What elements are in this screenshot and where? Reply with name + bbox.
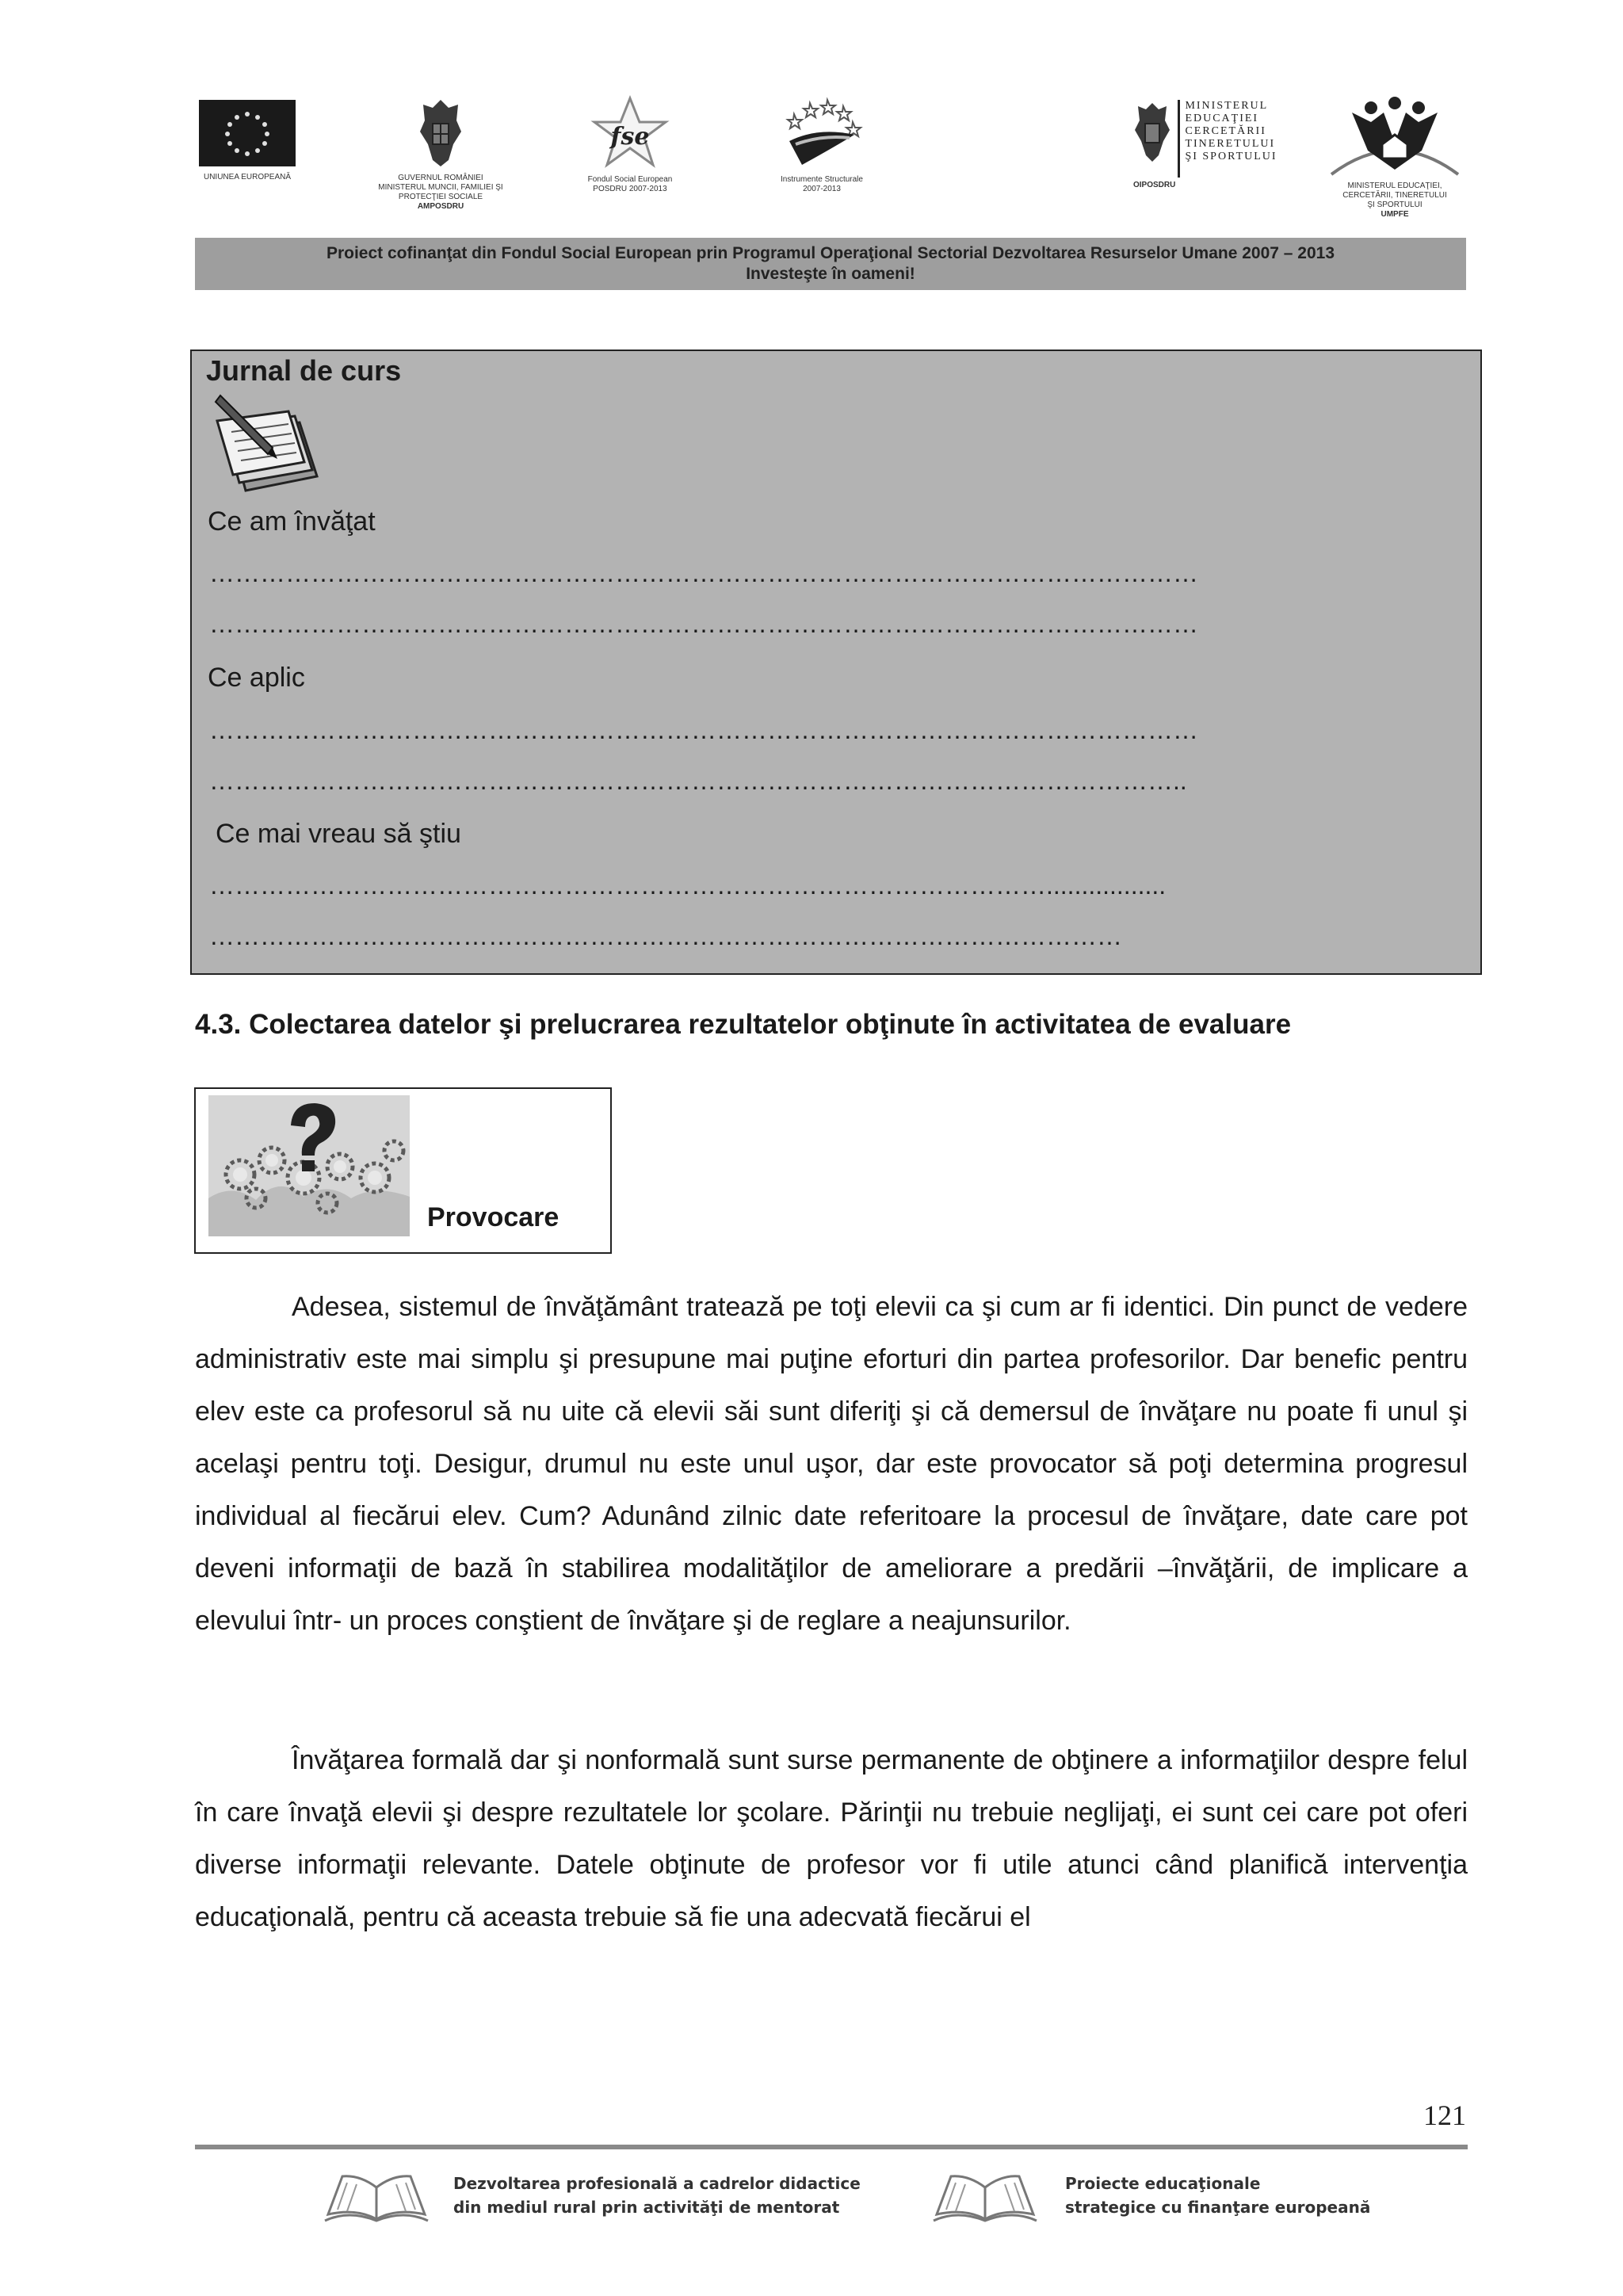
footer-left-line-1: Dezvoltarea profesională a cadrelor didactice [453, 2174, 861, 2193]
umpfe-caption-3: ŞI SPORTULUI [1367, 201, 1423, 209]
journal-question-want-to-know: Ce mai vreau să ştiu [216, 819, 461, 849]
journal-question-apply: Ce aplic [208, 663, 305, 693]
umpfe-caption-4: UMPFE [1381, 210, 1409, 219]
eu-caption: UNIUNEA EUROPEANĂ [203, 173, 292, 181]
umpfe-people-icon [1316, 95, 1474, 178]
banner-line-2: Investeşte în oameni! [746, 265, 915, 283]
journal-dots-3: ……………………………………………………………………………………………………… [209, 716, 1198, 744]
footer-rule [195, 2145, 1468, 2149]
project-banner [195, 238, 1466, 290]
structural-instruments-logo [762, 95, 881, 194]
section-heading: 4.3. Colectarea datelor şi prelucrarea rezultatelor obţinute în activitatea de evaluare [195, 1009, 1292, 1040]
paragraph-2: Învăţarea formală dar şi nonformală sunt surse permanente de obţinere a informaţiilor despre felul în care învaţă elevii şi despre rezultatele lor şcolare. Părinţii nu trebuie neglijaţi, ei sunt cei care pot oferi diverse informaţii relevante. Datele obţinute de profesor vor fi utile atunci când planifică intervenţia educaţională, pentru că aceasta trebuie să fie una adecvată fiecărui el [195, 1745, 1468, 1932]
banner-line-1: Proiect cofinanţat din Fondul Social European prin Programul Operaţional Sectorial Dezvoltarea Resurselor Umane 2007 – 2013 [326, 244, 1335, 262]
coat-of-arms-icon [417, 97, 464, 170]
fse-caption-1: Fondul Social European [587, 175, 673, 184]
journal-title: Jurnal de curs [206, 354, 402, 387]
journal-dots-4: …………………………………………………………………………………………………….. [209, 766, 1187, 795]
journal-dots-5: ………………………………………………………………………………………................. [209, 871, 1167, 900]
ministry-line-2: EDUCAŢIEI [1185, 113, 1259, 124]
journal-dots-1: ……………………………………………………………………………………………………… [209, 559, 1198, 587]
umpfe-caption-1: MINISTERUL EDUCAŢIEI, [1347, 181, 1442, 190]
footer-right-line-1: Proiecte educaţionale [1065, 2174, 1261, 2193]
structural-instruments-icon [778, 95, 865, 171]
structural-caption-2: 2007-2013 [803, 185, 841, 193]
government-logo [369, 97, 512, 212]
page-number: 121 [1423, 2099, 1466, 2131]
eu-flag-icon [199, 100, 296, 166]
journal-dots-6: ……………………………………………………………………………………………… [209, 922, 1122, 950]
ministry-line-1: MINISTERUL [1185, 100, 1269, 112]
ministry-line-4: TINERETULUI [1185, 138, 1276, 150]
journal-dots-2: ……………………………………………………………………………………………………… [209, 609, 1198, 638]
umpfe-caption-2: CERCETĂRII, TINERETULUI [1342, 191, 1447, 200]
footer-left-text [453, 2172, 861, 2219]
paragraph-1: Adesea, sistemul de învăţământ tratează pe toţi elevii ca şi cum ar fi identici. Din punct de vedere administrativ este mai simplu şi presupune mai puţine eforturi din partea profesorilor. Dar benefic pentru elev este ca profesorul să nu uite că elevii săi sunt diferiţi şi că demersul de învăţare nu poate fi unul şi acelaşi pentru toţi. Desigur, drumul nu este unul uşor, dar este provocator să poţi determina progresul individual al fiecărui elev. Cum? Adunând zilnic date referitoare la procesul de învăţare, date care pot deveni informaţii de bază în stabilirea modalităţilor de ameliorare a predării –învăţării, de implicare a elevului într- un proces conştient de învăţare şi de reglare a neajunsurilor. [195, 1292, 1468, 1636]
eu-logo [184, 100, 311, 182]
fse-caption-2: POSDRU 2007-2013 [593, 185, 667, 193]
fse-star-icon [586, 95, 674, 171]
provocare-box [194, 1087, 612, 1254]
footer-right-text [1065, 2172, 1370, 2219]
government-caption-1: GUVERNUL ROMÂNIEI [398, 174, 483, 182]
oiposdru-logo [1125, 100, 1284, 190]
government-caption-4: AMPOSDRU [417, 202, 464, 211]
ministry-line-3: CERCETĂRII [1185, 125, 1266, 137]
course-journal-box [190, 350, 1482, 975]
notebook-pen-icon [206, 391, 341, 497]
open-book-icon [317, 2168, 436, 2232]
oiposdru-caption: OIPOSDRU [1133, 181, 1176, 189]
fse-mark: fse [610, 123, 650, 151]
footer-left-line-2: din mediul rural prin activităţi de mentorat [453, 2198, 840, 2217]
ministry-line-5: ŞI SPORTULUI [1185, 151, 1277, 162]
open-book-icon-right [926, 2168, 1044, 2232]
journal-question-learned: Ce am învăţat [208, 506, 376, 537]
umpfe-logo [1316, 95, 1474, 220]
government-caption-2: MINISTERUL MUNCII, FAMILIEI ŞI [378, 183, 503, 192]
footer-right-line-2: strategice cu finanţare europeană [1065, 2198, 1371, 2217]
structural-caption-1: Instrumente Structurale [781, 175, 863, 184]
fse-logo [571, 95, 689, 194]
government-caption-3: PROTECŢIEI SOCIALE [398, 193, 483, 201]
ministry-arms-icon [1132, 100, 1173, 166]
provocare-label: Provocare [427, 1202, 559, 1232]
question-gears-icon [208, 1095, 410, 1236]
